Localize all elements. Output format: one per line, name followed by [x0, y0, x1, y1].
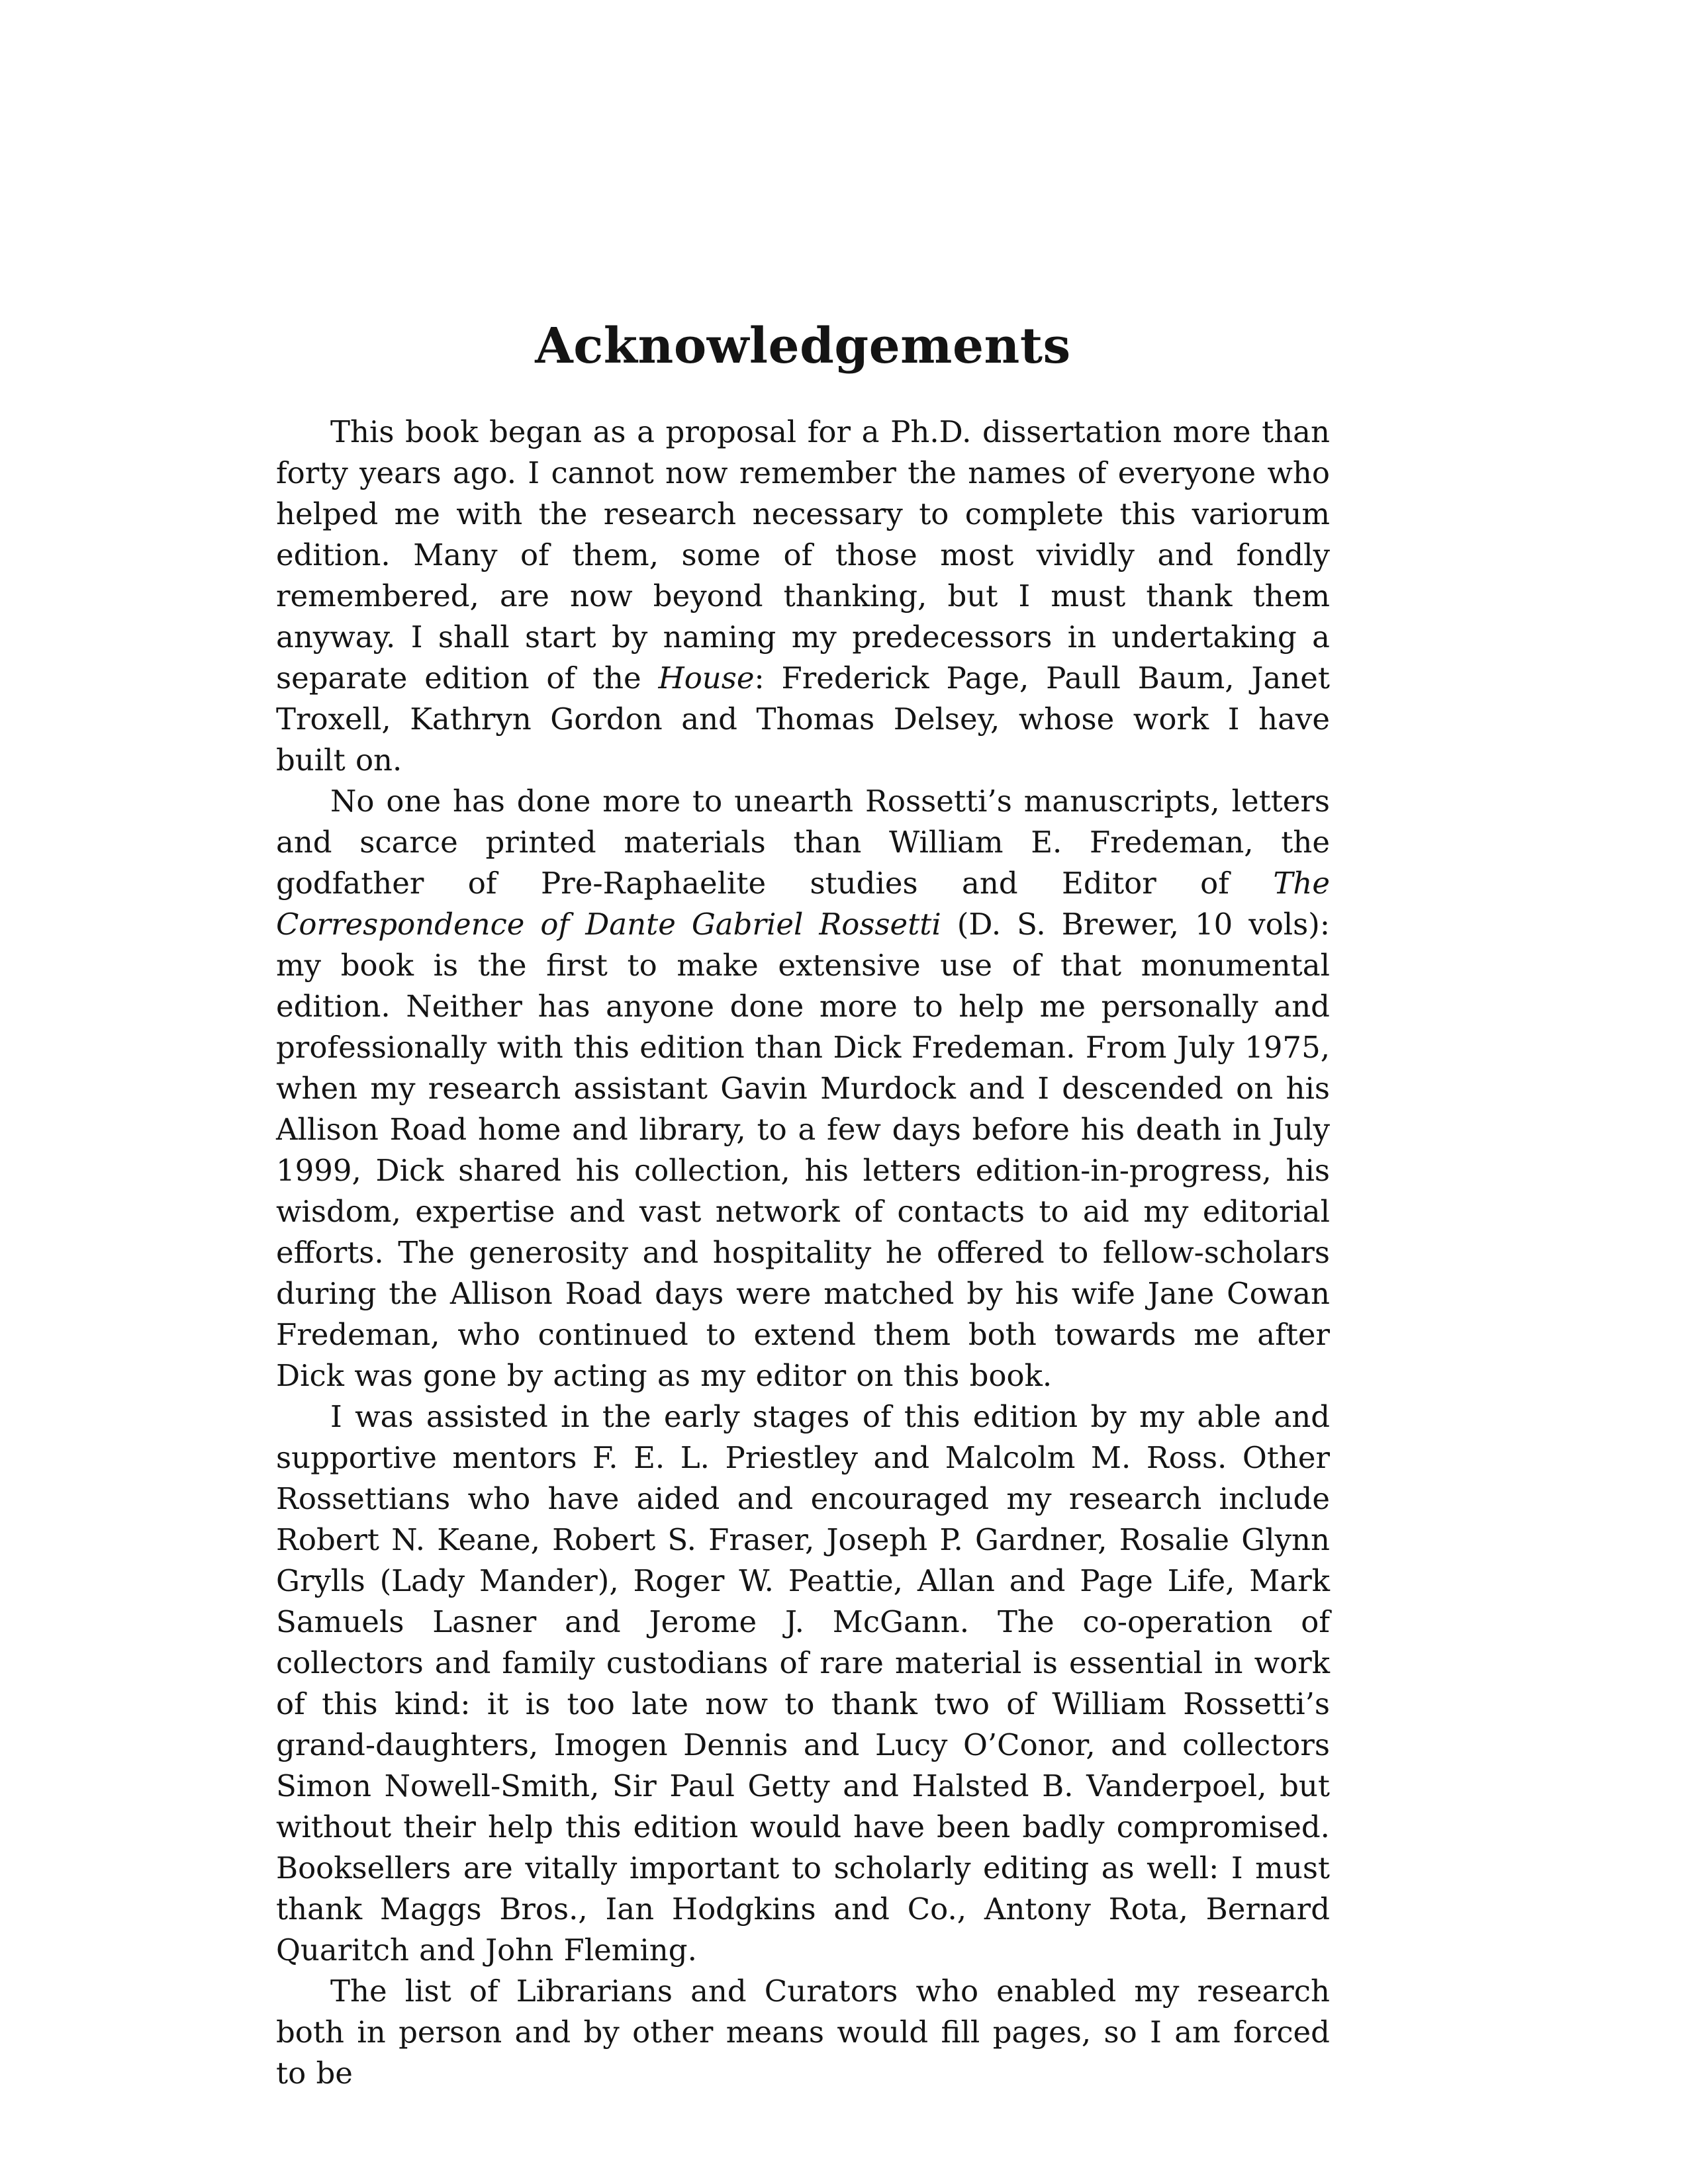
text-column — [276, 318, 1330, 2094]
paragraph — [276, 412, 1330, 781]
paragraphs — [276, 412, 1330, 2094]
paragraph — [276, 781, 1330, 1396]
text-segment: I was assisted in the early stages of this edition by my able and supportive mentors F. E. L. Priestley and Malcolm M. Ross. Other Rossettians who have aided and encouraged my research include Robert N. Keane, Robert S. Fraser, Joseph P. Gardner, Rosalie Glynn Grylls (Lady Mander), Roger W. Peattie, Allan and Page Life, Mark Samuels Lasner and Jerome J. McGann. The co-operation of collectors and family custodians of rare material is essential in work of this kind: it is too late now to thank two of William Rossetti’s grand-daughters, Imogen Dennis and Lucy O’Conor, and collectors Simon Nowell-Smith, Sir Paul Getty and Halsted B. Vanderpoel, but without their help this edition would have been badly compromised. Booksellers are vitally important to scholarly editing as well: I must thank Maggs Bros., Ian Hodgkins and Co., Antony Rota, Bernard Quaritch and John Fleming. — [276, 1399, 1330, 1968]
text-segment: No one has done more to unearth Rossetti’s manuscripts, letters and scarce printed materials than William E. Fredeman, the godfather of Pre-Raphaelite studies and Editor of — [276, 784, 1330, 901]
text-segment: This book began as a proposal for a Ph.D. dissertation more than forty years ago. I cannot now remember the names of everyone who helped me with the research necessary to complete this variorum edition. Many of them, some of those most vividly and fondly remembered, are now beyond thanking, but I must thank them anyway. I shall start by naming my predecessors in undertaking a separate edition of the — [276, 414, 1330, 696]
page-title: Acknowledgements — [535, 318, 1071, 375]
paragraph — [276, 1396, 1330, 1971]
text-segment: The list of Librarians and Curators who enabled my research both in person and by other means would fill pages, so I am forced to be — [276, 1974, 1330, 2091]
italic-text: House — [658, 660, 755, 696]
text-segment: : Frederick Page, Paull Baum, Janet Troxell, Kathryn Gordon and Thomas Delsey, whose work I have built on. — [276, 660, 1330, 778]
italic-text: The Correspondence of Dante Gabriel Rossetti — [276, 866, 1330, 942]
text-segment: (D. S. Brewer, 10 vols): my book is the first to make extensive use of that monumental edition. Neither has anyone done more to help me personally and professionally with this edition than Dick Fredeman. From July 1975, when my research assistant Gavin Murdock and I descended on his Allison Road home and library, to a few days before his death in July 1999, Dick shared his collection, his letters edition-in-progress, his wisdom, expertise and vast network of contacts to aid my editorial efforts. The generosity and hospitality he offered to fellow-scholars during the Allison Road days were matched by his wife Jane Cowan Fredeman, who continued to extend them both towards me after Dick was gone by acting as my editor on this book. — [276, 907, 1330, 1393]
paragraph — [276, 1971, 1330, 2094]
